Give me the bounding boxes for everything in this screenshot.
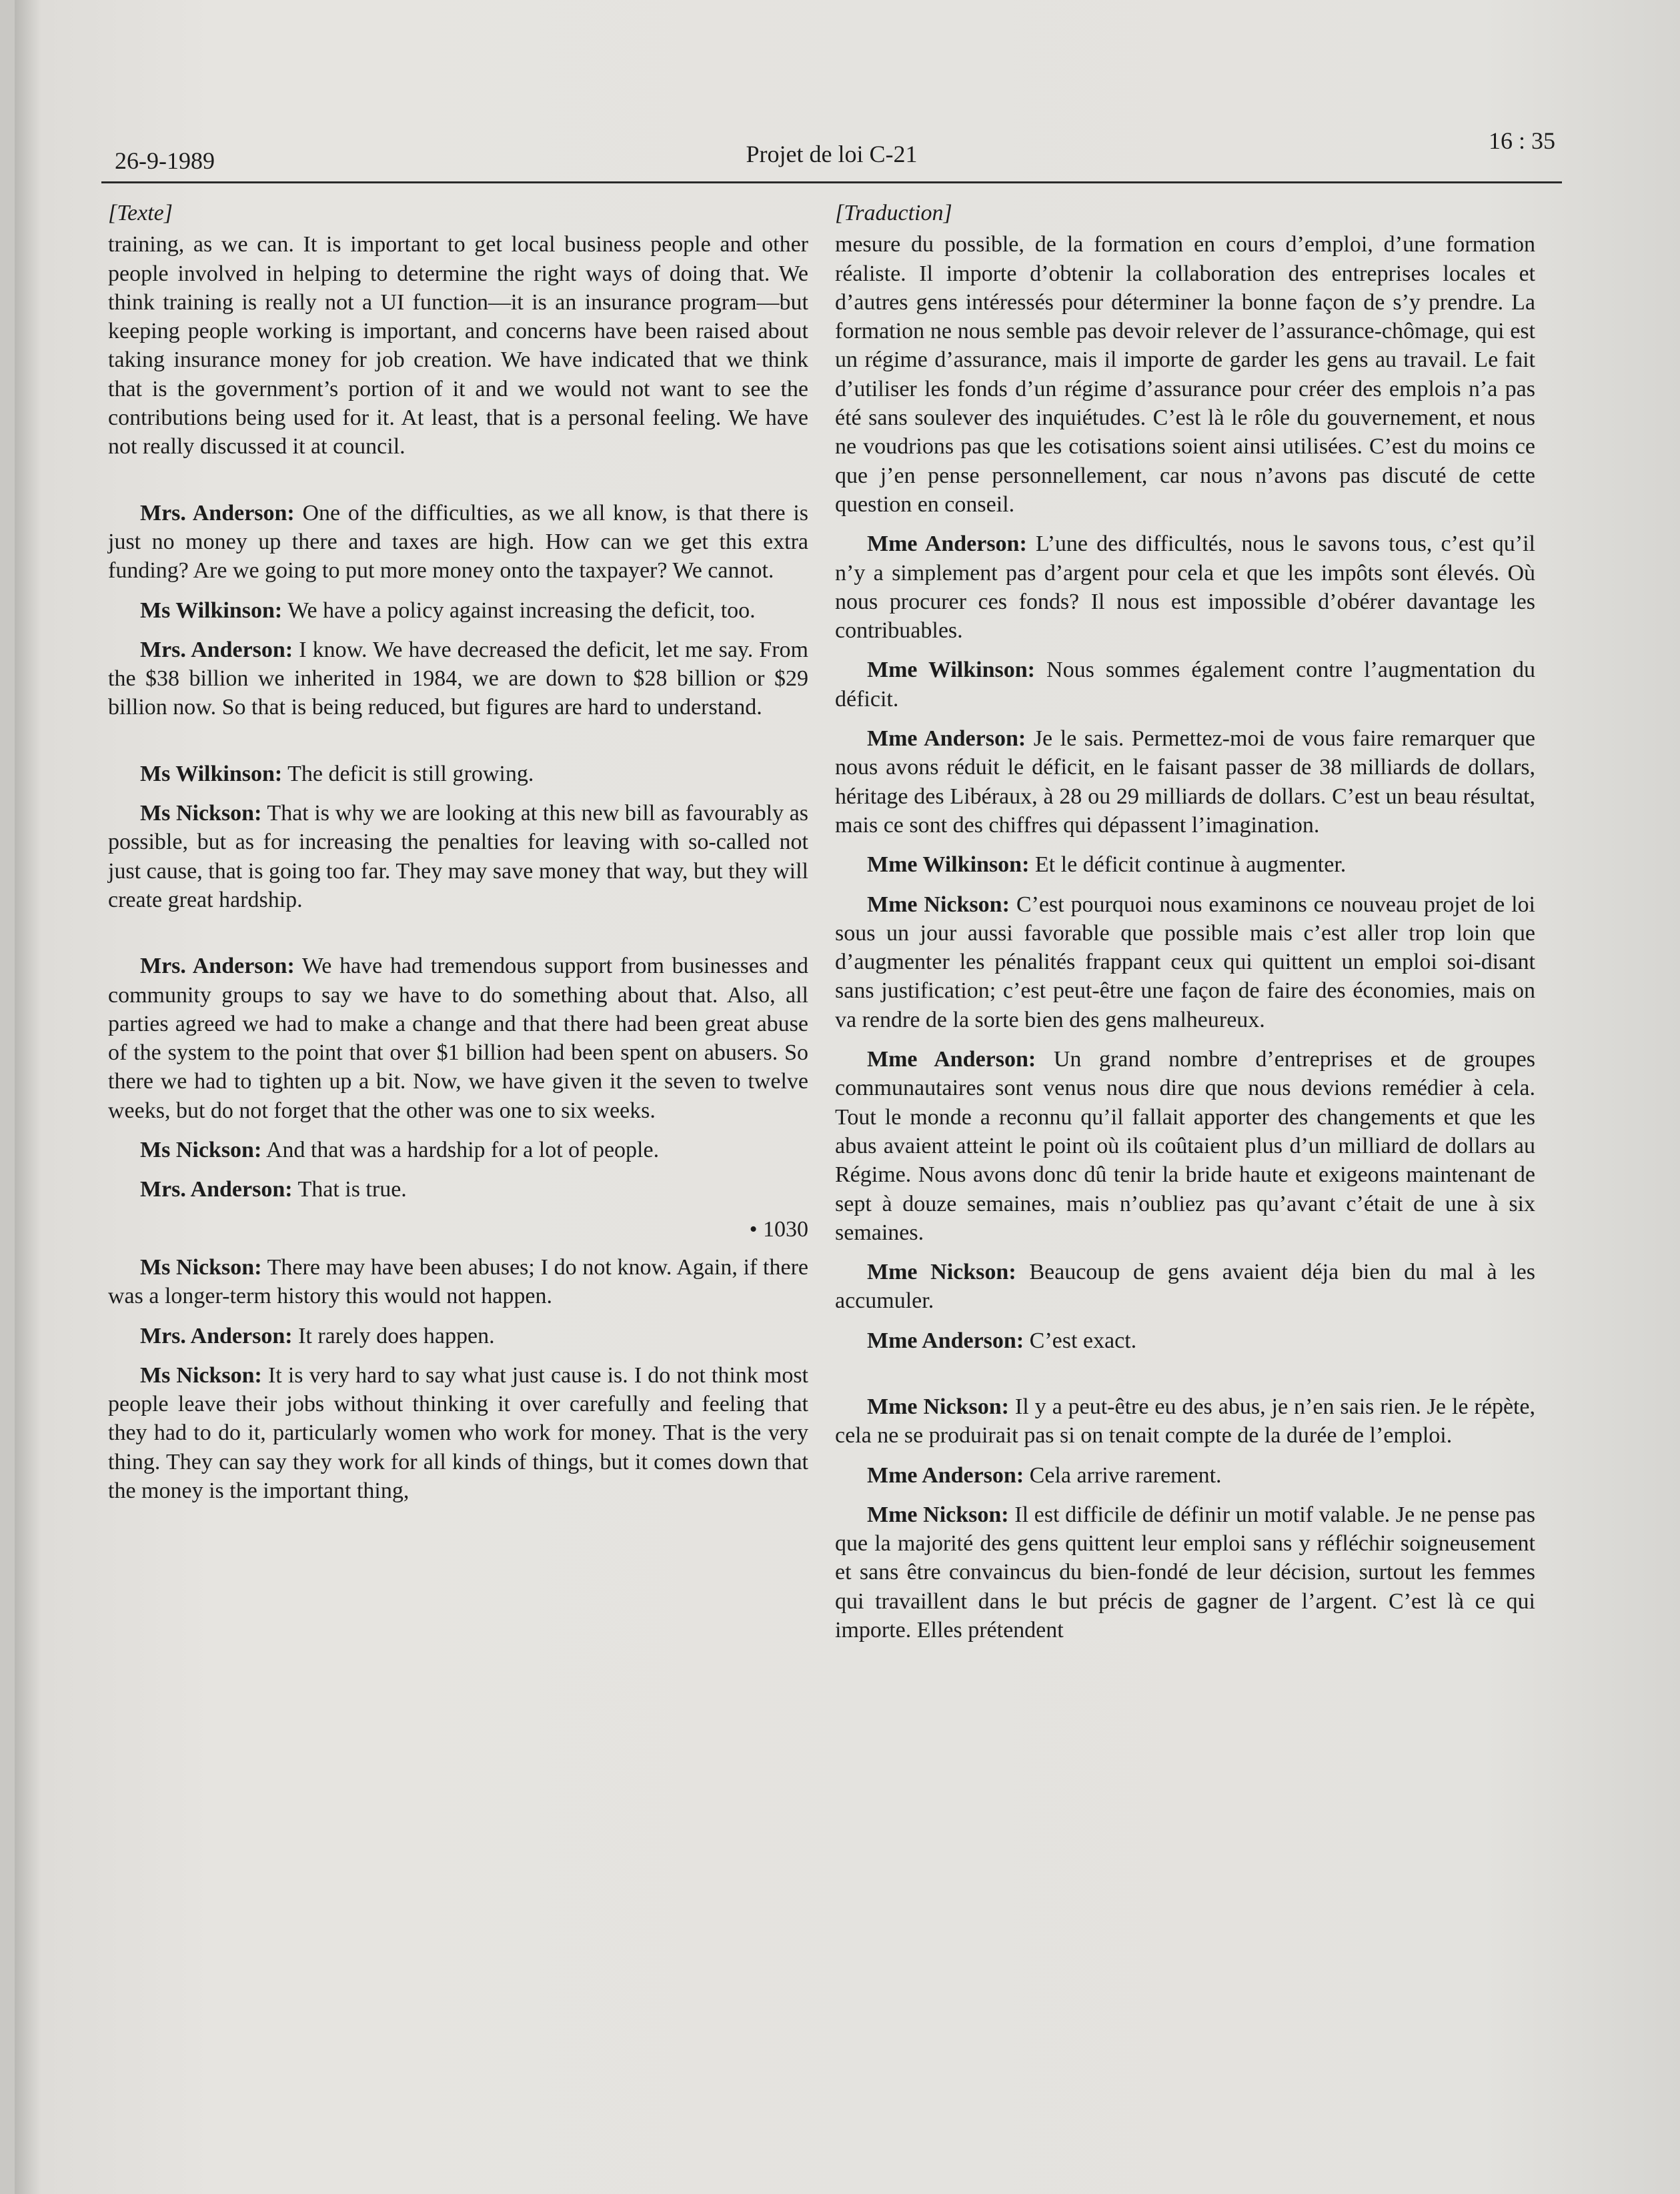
paragraph-text: Je le sais. Permettez-moi de vous faire remarquer que nous avons réduit le déficit, en le faisant passer de 38 milliards de dollars, héritage des Libéraux, à 28 ou 29 milliards de dollars. C’est un beau résultat, mais ce sont des chiffres qui dépassent l’imagination.	[835, 726, 1535, 838]
paragraph-text: L’une des difficultés, nous le savons tous, c’est qu’il n’y a simplement pas d’argent pour cela et que les impôts sont élevés. Où nous procurer ces fonds? Il nous est impossible d’obérer davantage les contribuables.	[835, 531, 1535, 644]
speaker-label: Mrs. Anderson:	[140, 1177, 293, 1202]
left-column-tag: [Texte]	[108, 201, 173, 225]
left-paragraph	[108, 1322, 808, 1350]
right-paragraph	[835, 230, 1535, 519]
paragraph-text: We have had tremendous support from businesses and community groups to say we have to do something about that. Also, all parties agreed we had to make a change and that there had been great abuse of the system to the point that over $1 billion had been spent on abusers. So there we had to tighten up a bit. Now, we have given it the seven to twelve weeks, but do not forget that the other was one to six weeks.	[108, 954, 808, 1123]
paragraph-text: One of the difficulties, as we all know, is that there is just no money up there and taxes are high. How can we get this extra funding? Are we going to put more money onto the taxpayer? We cannot.	[108, 500, 809, 584]
speaker-label: Ms Nickson:	[140, 1362, 262, 1388]
speaker-label: Mrs. Anderson:	[140, 500, 295, 525]
left-column	[108, 199, 808, 1516]
speaker-label: Mme Anderson:	[867, 1462, 1024, 1488]
right-paragraph	[835, 1392, 1535, 1450]
speaker-label: Mrs. Anderson:	[140, 954, 295, 979]
right-paragraph	[835, 529, 1535, 645]
left-paragraph	[108, 499, 808, 586]
speaker-label: Ms Wilkinson:	[140, 761, 283, 786]
paragraph-text: There may have been abuses; I do not know. Again, if there was a longer-term history this would not happen.	[108, 1254, 809, 1309]
paragraph-text: We have a policy against increasing the deficit, too.	[287, 598, 756, 623]
right-paragraph	[835, 890, 1535, 1034]
speaker-label: Ms Wilkinson:	[140, 598, 283, 623]
left-paragraph	[108, 1136, 808, 1164]
right-paragraph	[835, 1258, 1535, 1316]
header-date: 26-9-1989	[115, 147, 215, 174]
speaker-label: Mme Anderson:	[867, 531, 1027, 557]
speaker-label: Mme Nickson:	[867, 1502, 1009, 1527]
paragraph-text: Il est difficile de définir un motif valable. Je ne pense pas que la majorité des gens quittent leur emploi sans y réfléchir soigneusement et sans être convaincus du bien-fondé de leur décision, surtout les femmes qui travaillent dans le but précis de gagner de l’argent. C’est là ce qui importe. Elles prétendent	[835, 1502, 1535, 1643]
left-paragraph	[108, 1361, 808, 1505]
page	[15, 0, 1680, 2194]
left-paragraph	[108, 1175, 808, 1204]
speaker-label: Mme Wilkinson:	[867, 852, 1030, 878]
right-paragraph	[835, 1326, 1535, 1355]
header-title: Projet de loi C-21	[746, 141, 918, 167]
paragraph-text: training, as we can. It is important to get local business people and other people involved in helping to determine the right ways of doing that. We think training is really not a UI function—it is an insurance program—but keeping people working is important, and concerns have been raised about taking insurance money for job creation. We have indicated that we think that is the government’s portion of it and we would not want to see the contributions being used for it. At least, that is a personal feeling. We have not really discussed it at council.	[108, 232, 808, 459]
right-column	[835, 199, 1535, 1655]
left-paragraph	[108, 596, 808, 625]
paragraph-text: C’est exact.	[1029, 1328, 1137, 1353]
speaker-label: Mme Nickson:	[867, 892, 1010, 917]
speaker-label: Mme Wilkinson:	[867, 658, 1035, 683]
page-number: 16 : 35	[1488, 127, 1555, 154]
right-paragraph	[835, 656, 1535, 714]
left-paragraph	[108, 636, 808, 722]
left-paragraph	[108, 230, 808, 461]
paragraph-text: Et le déficit continue à augmenter.	[1034, 852, 1347, 878]
paragraph-text: It is very hard to say what just cause is. I do not think most people leave their jobs without thinking it over carefully and feeling that they had to do it, particularly women who work for money. That is the very thing. They can say they work for all kinds of things, but it comes down that the money is the important thing,	[108, 1362, 808, 1503]
paragraph-text: Beaucoup de gens avaient déja bien du mal à les accumuler.	[835, 1260, 1536, 1314]
paragraph-text: The deficit is still growing.	[287, 761, 534, 786]
speaker-label: Ms Nickson:	[140, 1254, 262, 1280]
paragraph-text: mesure du possible, de la formation en cours d’emploi, d’une formation réaliste. Il importe d’obtenir la collaboration des entreprises locales et d’autres gens intéressés pour déterminer la bonne façon de s’y prendre. La formation ne nous semble pas devoir relever de l’assurance-chômage, qui est un régime d’assurance, mais il importe de garder les gens au travail. Le fait d’utiliser les fonds d’un régime d’assurance pour créer des emplois n’a pas été sans soulever des inquiétudes. C’est là le rôle du gouvernement, et nous ne voudrions pas que les cotisations soient ainsi utilisées. C’est du moins ce que j’en pense personnellement, car nous n’avons pas discuté de cette question en conseil.	[835, 232, 1535, 517]
right-paragraph	[835, 1461, 1535, 1490]
paragraph-text: That is true.	[297, 1177, 407, 1202]
speaker-label: Mrs. Anderson:	[140, 1323, 293, 1348]
paragraph-text: That is why we are looking at this new bill as favourably as possible, but as for increasing the penalties for leaving with so-called not just cause, that is going too far. They may save money that way, but they will create great hardship.	[108, 801, 808, 912]
left-paragraph	[108, 799, 808, 914]
speaker-label: Mme Anderson:	[867, 1328, 1024, 1353]
paragraph-text: It rarely does happen.	[298, 1323, 495, 1348]
running-header	[101, 127, 1562, 183]
speaker-label: Ms Nickson:	[140, 1138, 262, 1163]
right-paragraph	[835, 1045, 1535, 1247]
paragraph-text: C’est pourquoi nous examinons ce nouveau projet de loi sous un jour aussi favorable que possible mais c’est aller trop loin que d’augmenter les pénalités frappant ceux qui quittent un emploi soi-disant sans justification; c’est peut-être une façon de faire des économies, mais on va rendre de la sorte bien des gens malheureux.	[835, 892, 1536, 1032]
speaker-label: Mme Anderson:	[867, 726, 1026, 752]
right-column-tag: [Traduction]	[835, 201, 952, 225]
paragraph-text: Il y a peut-être eu des abus, je n’en sais rien. Je le répète, cela ne se produirait pas si on tenait compte de la durée de l’emploi.	[835, 1394, 1536, 1448]
paragraph-text: Cela arrive rarement.	[1029, 1462, 1222, 1488]
left-paragraph	[108, 760, 808, 788]
paragraph-text: Nous sommes également contre l’augmentation du déficit.	[835, 658, 1535, 712]
paragraph-text: And that was a hardship for a lot of people.	[265, 1138, 660, 1163]
right-paragraph	[835, 1500, 1535, 1644]
speaker-label: Mrs. Anderson:	[140, 637, 293, 662]
speaker-label: Ms Nickson:	[140, 801, 262, 826]
paragraph-text: Un grand nombre d’entreprises et de groupes communautaires sont venus nous dire que nous devions remédier à cela. Tout le monde a reconnu qu’il fallait apporter des changements et que les abus avaient atteint le point où ils coûtaient plus d’un milliard de dollars au Régime. Nous avons donc dû tenir la bride haute et exigeons maintenant de sept à douze semaines, mais n’oubliez pas qu’avant c’était de une à six semaines.	[835, 1047, 1536, 1245]
speaker-label: Mme Nickson:	[867, 1260, 1016, 1285]
left-paragraph	[108, 1253, 808, 1311]
left-paragraph	[108, 952, 808, 1125]
time-marker: • 1030	[749, 1216, 808, 1242]
paragraph-text: I know. We have decreased the deficit, let me say. From the $38 billion we inherited in 1984, we are down to $28 billion or $29 billion now. So that is being reduced, but figures are hard to understand.	[108, 637, 808, 720]
speaker-label: Mme Nickson:	[867, 1394, 1009, 1419]
speaker-label: Mme Anderson:	[867, 1047, 1036, 1072]
right-paragraph	[835, 724, 1535, 840]
right-paragraph	[835, 850, 1535, 879]
